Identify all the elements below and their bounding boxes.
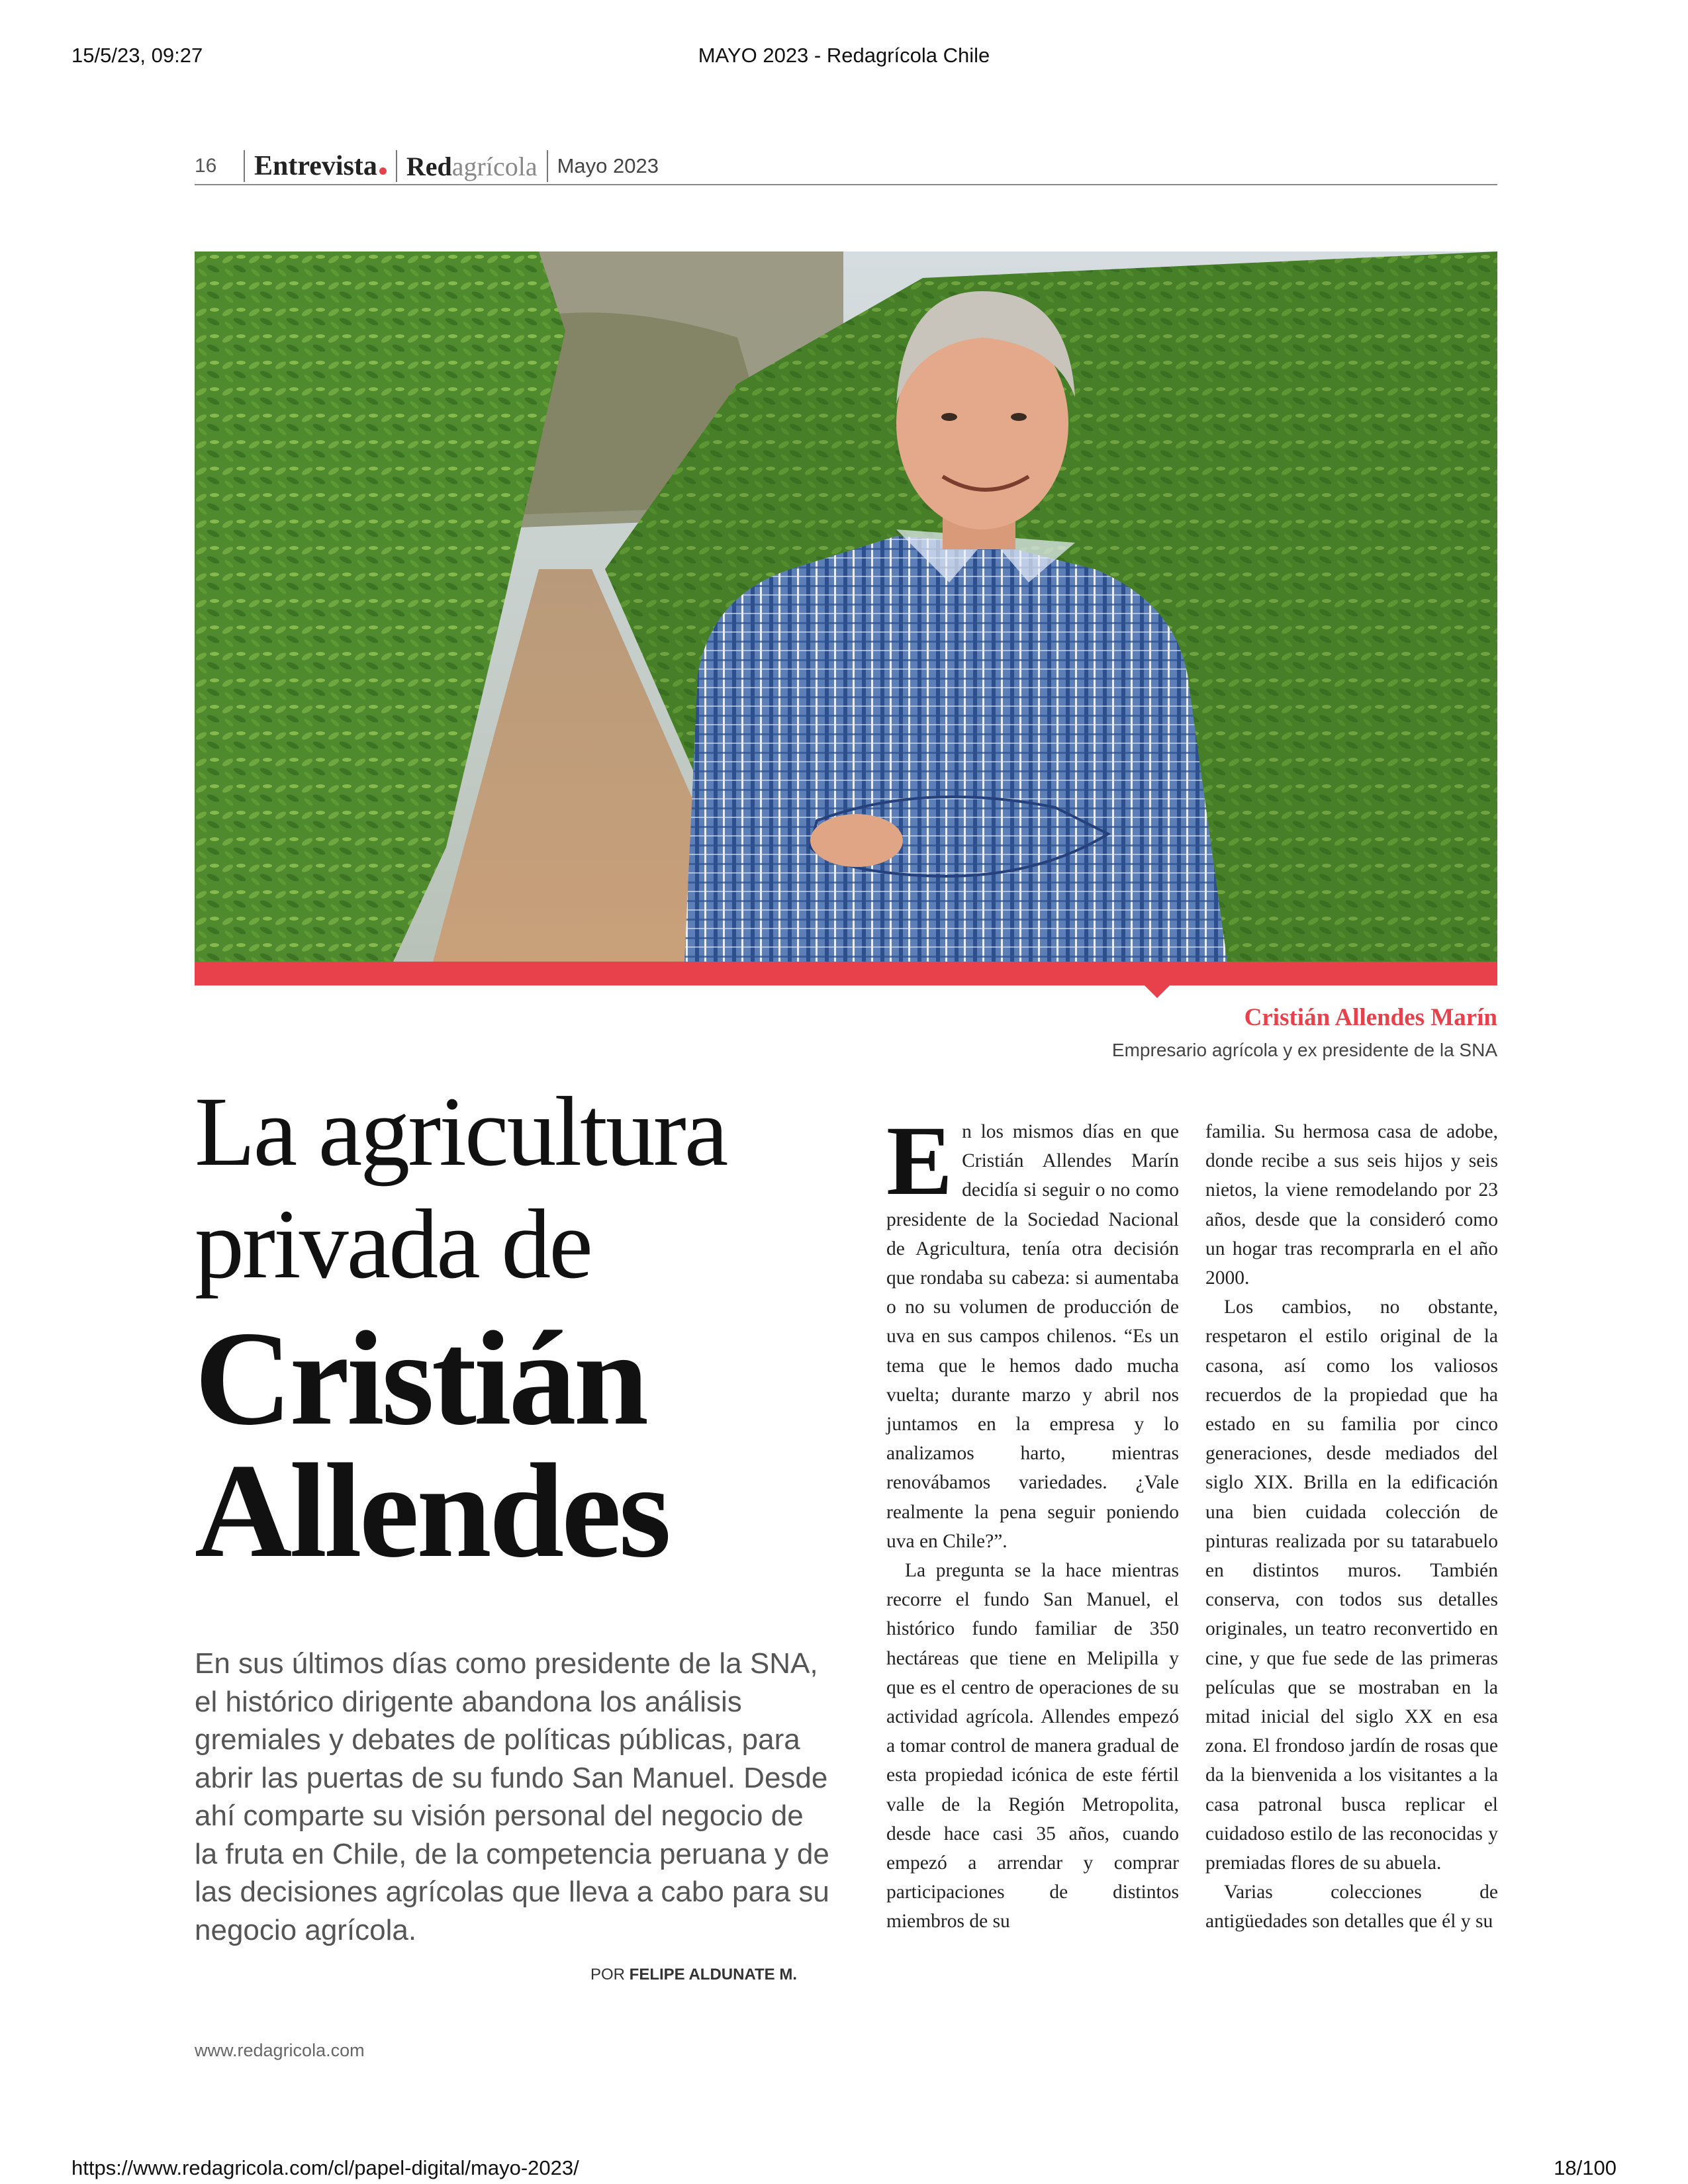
section-name: Entrevista	[254, 151, 377, 181]
article-byline	[195, 1966, 797, 1984]
body-paragraph-5: Varias colecciones de antigüedades son detalles que él y su	[1205, 1882, 1498, 1933]
site-url: www.redagricola.com	[195, 2040, 365, 2060]
header-divider	[244, 150, 245, 182]
photo-accent-bar	[195, 962, 1497, 985]
caption-role: Empresario agrícola y ex presidente de la SNA	[1111, 1040, 1497, 1060]
headline-line-1: La agricultura	[195, 1077, 727, 1187]
body-paragraph-4: Los cambios, no obstante, respetaron el estilo original de la casona, así como los valiosos recuerdos de la propiedad que ha estado en su familia por cinco generaciones, desde mediados del siglo XIX. Brilla en la edificación una bien cuidada colección de pinturas realizada por su tatarabuelo en distintos muros. También conserva, con todos sus detalles originales, un teatro reconvertido en cine, y que fue sede de las primeras películas que se mostraban en la mitad inicial del siglo XX en esa zona. El frondoso jardín de rosas que da la bienvenida a los visitantes a la casa patronal busca replicar el cuidadoso estilo de las reconocidas y premiadas flores de su abuela.	[1205, 1297, 1498, 1874]
article-standfirst: En sus últimos días como presidente de la SNA, el histórico dirigente abandona los análisis gremiales y debates de políticas públicas, para abrir las puertas de su fundo San Manuel. Desde ahí comparte su visión personal del negocio de la fruta en Chile, de la competencia peruana y de las decisiones agrícolas que lleva a cabo para su negocio agrícola.	[195, 1647, 829, 1946]
magazine-header	[195, 147, 1497, 185]
body-paragraph	[886, 1106, 1179, 1556]
caption-name: Cristián Allendes Marín	[1244, 1004, 1497, 1031]
header-rule	[195, 184, 1497, 185]
page-number: 16	[195, 155, 217, 177]
byline-author: FELIPE ALDUNATE M.	[629, 1966, 797, 1983]
photo-caption	[927, 1003, 1497, 1061]
portrait-photo	[195, 251, 1497, 962]
section-dot-icon	[379, 167, 387, 175]
header-divider	[547, 150, 548, 182]
brand-logo	[406, 151, 538, 182]
section-label	[254, 150, 387, 182]
body-paragraph-2: La pregunta se la hace mientras recorre el fundo San Manuel, el histórico fundo familiar de 350 hectáreas que tiene en Melipilla y que es el centro de operaciones de su actividad agrícola. Allendes empezó a tomar control de manera gradual de esta propiedad icónica de este fértil valle de la Región Metropolita, desde hace casi 35 años, cuando empezó a arrendar y comprar participaciones de distintos miembros de su	[886, 1560, 1179, 1933]
body-paragraph-3: familia. Su hermosa casa de adobe, donde recibe a sus seis hijos y seis nietos, la viene remodelando por 23 años, desde que la consideró como un hogar tras recomprarla en el año 2000.	[1205, 1121, 1498, 1289]
headline-line-3: Cristián	[195, 1304, 646, 1453]
body-column-2	[1205, 1117, 1498, 1936]
print-title: MAYO 2023 - Redagrícola Chile	[698, 44, 990, 67]
brand-name-part2: agrícola	[451, 151, 538, 181]
print-datetime: 15/5/23, 09:27	[71, 44, 203, 67]
header-divider	[396, 150, 397, 182]
brand-name-part1: Red	[406, 151, 452, 181]
byline-prefix: POR	[590, 1966, 625, 1983]
headline-line-4: Allendes	[195, 1436, 669, 1586]
issue-date: Mayo 2023	[557, 154, 659, 177]
drop-cap: E	[886, 1106, 953, 1216]
portrait-photo-icon	[195, 251, 1497, 962]
body-paragraph-1-text: n los mismos días en que Cristián Allendes Marín decidía si seguir o no como presidente de la Sociedad Nacional de Agricultura, tenía otra decisión que rondaba su cabeza: si aumentaba o no su volumen de producción de uva en sus campos chilenos. “Es un tema que le hemos dado mucha vuelta; durante marzo y abril nos juntamos en la empresa y lo analizamos harto, mientras renovábamos variedades. ¿Vale realmente la pena seguir poniendo uva en Chile?”.	[886, 1121, 1179, 1552]
headline-line-2: privada de	[195, 1189, 591, 1299]
body-column-1	[886, 1106, 1179, 1936]
print-url-link[interactable]: https://www.redagricola.com/cl/papel-digital/mayo-2023/	[71, 2156, 579, 2179]
print-page-count: 18/100	[1554, 2156, 1617, 2179]
caption-pointer-icon	[1143, 983, 1172, 998]
article-headline	[195, 1075, 843, 1586]
